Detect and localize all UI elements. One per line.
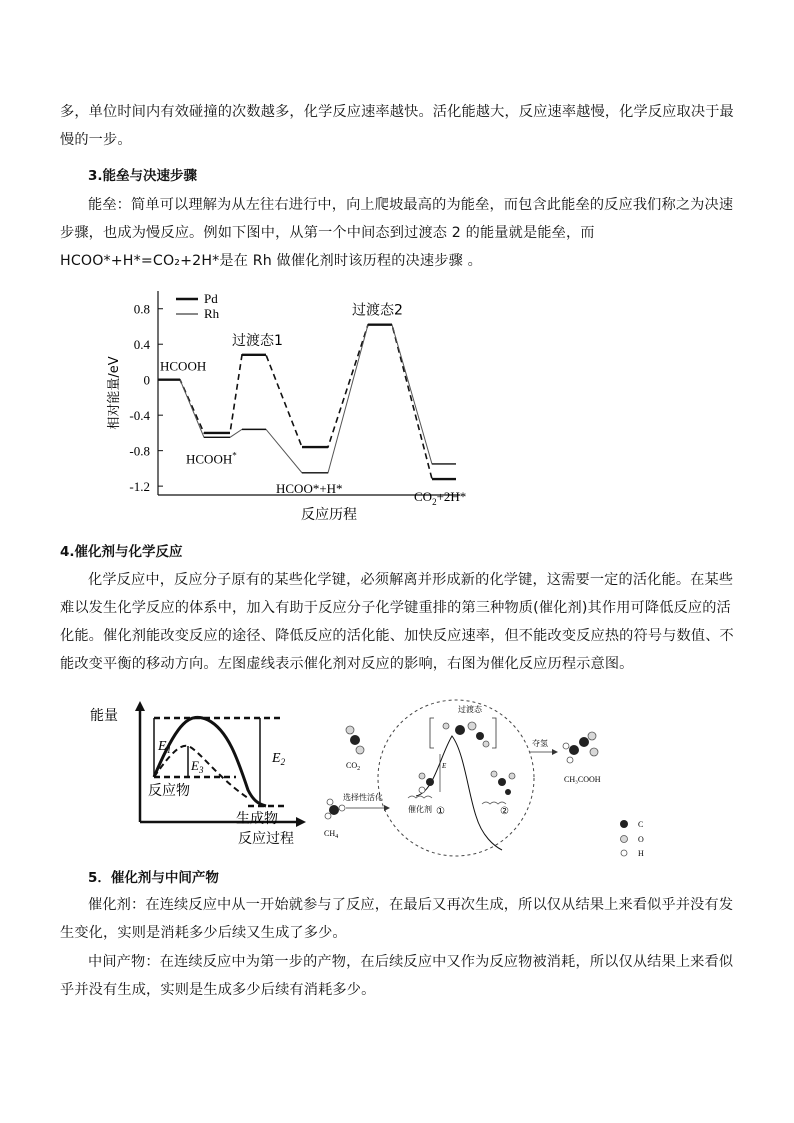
heading-catalyst-intermediate: 5．催化剂与中间产物 [88, 870, 219, 886]
heading-catalyst-reaction: 4.催化剂与化学反应 [60, 544, 183, 560]
step1-marker: ① [436, 806, 445, 817]
y-axis-label: 相对能量/eV [107, 356, 122, 430]
y-tick-label: -0.8 [129, 443, 150, 459]
mechanism-energy-curve [416, 736, 502, 850]
co2-label: $CO_2$ [346, 761, 361, 772]
state-label-co2-sub: 2 [432, 497, 437, 508]
y-tick-label: 0.4 [133, 337, 150, 353]
product-label: CH₃COOH [564, 775, 601, 784]
y-tick-label: 0 [143, 372, 150, 388]
take-h-label: 夺氢 [532, 739, 548, 748]
y-tick-label: -1.2 [129, 479, 150, 495]
activation-label: 选择性活化 [343, 793, 383, 802]
e3-label: $E_3$ [191, 758, 204, 775]
paragraph-energy-barrier: 能垒：简单可以理解为从左往右进行中，向上爬坡最高的为能垒，而包含此能垒的反应我们称之为决速步骤，也成为慢反应。例如下图中，从第一个中间态到过渡态 2 的能量就是能垒，而 HCOO*+H*=CO₂+2H*是在 Rh 做催化剂时该历程的决速步骤 。 [60, 197, 734, 269]
catalyst-label: 催化剂 [408, 805, 432, 814]
activation-energy-diagram [88, 700, 308, 848]
state-label-ts2: 过渡态2 [352, 302, 403, 319]
heading-energy-barrier: 3.能垒与决速步骤 [88, 168, 198, 184]
x-axis-label: 反应历程 [301, 507, 357, 523]
legend-o: O [638, 835, 644, 844]
transition-state-label: 过渡态 [458, 705, 482, 714]
reactant-label: 反应物 [148, 783, 190, 799]
e1-label: $E_1$ [158, 739, 172, 755]
e2-label: $E_2$ [272, 751, 286, 767]
paragraph-catalyst-definition: 催化剂：在连续反应中从一开始就参与了反应，在最后又再次生成，所以仅从结果上来看似乎并没有发生变化，实则是消耗多少后续又生成了多少。 [60, 897, 734, 941]
state-label-co2-part: CO [414, 489, 433, 505]
chart-labels [160, 291, 466, 507]
ch4-molecule [325, 799, 345, 819]
acetic-acid-molecule [563, 732, 598, 763]
x-axis-label: 反应过程 [238, 831, 294, 847]
mechanism-e-label: E [442, 762, 447, 770]
y-axis-arrow [135, 701, 145, 711]
state-label-co2-2h [414, 489, 466, 507]
legend-label-Rh: Rh [204, 306, 220, 321]
step2-marker: ② [500, 806, 509, 817]
state-label-ts1: 过渡态1 [232, 332, 283, 349]
energy-profile-chart [100, 283, 500, 525]
product-label: 生成物 [236, 811, 278, 827]
y-tick-label: -0.4 [129, 408, 150, 424]
x-axis-arrow [296, 817, 306, 827]
transition-state-molecule [443, 722, 489, 747]
state-label-hcoo-h: HCOO*+H* [276, 480, 343, 496]
y-tick-label: 0.8 [133, 301, 150, 317]
legend-label-Pd: Pd [204, 291, 218, 306]
catalysis-mechanism-schematic [316, 696, 676, 868]
paragraph-intermediate-definition: 中间产物：在连续反应中为第一步的产物，在后续反应中又作为反应物被消耗，所以仅从结果上来看似乎并没有生成，实则是生成多少后续有消耗多少。 [60, 954, 734, 998]
ch4-label: $CH_4$ [324, 829, 339, 840]
state-label-2h-part: +2H* [436, 489, 467, 505]
y-axis-label: 能量 [90, 708, 118, 724]
co2-molecule [346, 726, 364, 754]
paragraph-rate: 多，单位时间内有效碰撞的次数越多，化学反应速率越快。活化能越大，反应速率越慢，化学反应取决于最慢的一步。 [60, 104, 734, 148]
legend-h: H [638, 849, 644, 858]
state-label-hcooh-adsorbed: HCOOH* [186, 450, 237, 467]
state-label-hcooh: HCOOH [160, 358, 207, 374]
atom-legend [620, 820, 644, 858]
legend-c: C [638, 820, 644, 829]
intermediate-2 [482, 771, 515, 804]
state-label-hcooh-sup: * [232, 450, 237, 461]
paragraph-catalyst-reaction: 化学反应中，反应分子原有的某些化学键，必须解离并形成新的化学键，这需要一定的活化能。在某些难以发生化学反应的体系中，加入有助于反应分子化学键重排的第三种物质(催化剂)其作用可降低反应的活化能。催化剂能改变反应的途径、降低反应的活化能、加快反应速率，但不能改变反应热的符号与数值、不能改变平衡的移动方向。左图虚线表示催化剂对反应的影响，右图为催化反应历程示意图。 [60, 572, 734, 672]
